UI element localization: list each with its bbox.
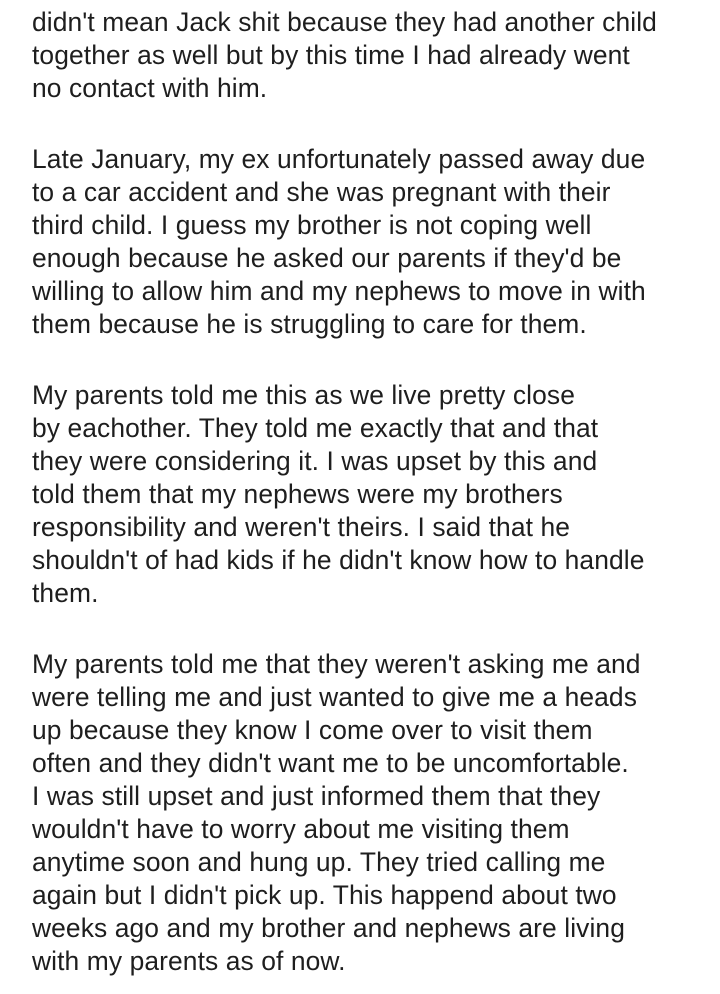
text-line: wouldn't have to worry about me visiting them — [32, 814, 570, 844]
text-line: up because they know I come over to visit them — [32, 715, 593, 745]
text-line: to a car accident and she was pregnant with their — [32, 177, 611, 207]
text-line: told them that my nephews were my brothers — [32, 479, 563, 509]
text-line: were telling me and just wanted to give me a heads — [32, 682, 637, 712]
text-line: didn't mean Jack shit because they had another child — [32, 7, 657, 37]
text-line: they were considering it. I was upset by this and — [32, 446, 598, 476]
text-line: by eachother. They told me exactly that and that — [32, 413, 599, 443]
paragraph-2 — [32, 143, 712, 341]
text-line: them. — [32, 578, 99, 608]
text-line: together as well but by this time I had already went — [32, 40, 630, 70]
paragraph-3 — [32, 379, 712, 610]
text-line: I was still upset and just informed them that they — [32, 781, 601, 811]
text-line: them because he is struggling to care for them. — [32, 309, 587, 339]
text-line: Late January, my ex unfortunately passed away due — [32, 144, 646, 174]
text-line: responsibility and weren't theirs. I said that he — [32, 512, 571, 542]
text-line: anytime soon and hung up. They tried calling me — [32, 847, 606, 877]
text-line: again but I didn't pick up. This happend about two — [32, 880, 617, 910]
text-line: enough because he asked our parents if they'd be — [32, 243, 622, 273]
text-line: third child. I guess my brother is not coping well — [32, 210, 592, 240]
text-line: shouldn't of had kids if he didn't know how to handle — [32, 545, 645, 575]
text-line: My parents told me this as we live pretty close — [32, 380, 575, 410]
text-line: weeks ago and my brother and nephews are living — [32, 913, 625, 943]
paragraph-1 — [32, 6, 712, 105]
paragraph-4 — [32, 648, 712, 978]
text-line: no contact with him. — [32, 73, 268, 103]
text-line: My parents told me that they weren't asking me and — [32, 649, 641, 679]
text-line: often and they didn't want me to be uncomfortable. — [32, 748, 629, 778]
text-line: with my parents as of now. — [32, 946, 346, 976]
text-line: willing to allow him and my nephews to move in with — [32, 276, 646, 306]
